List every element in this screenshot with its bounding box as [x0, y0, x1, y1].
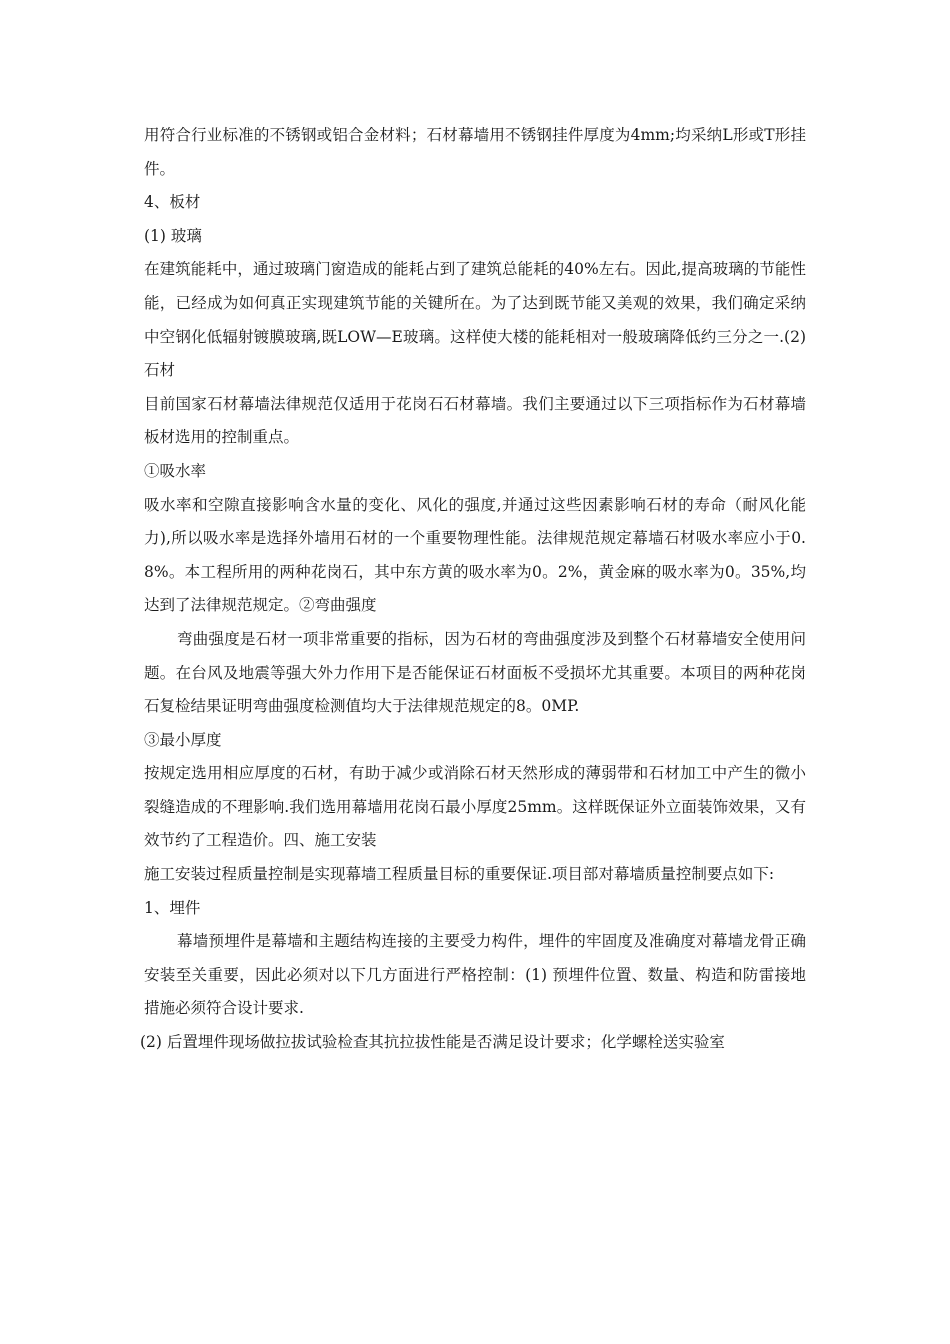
section-heading-panels: 4、板材 [144, 193, 201, 212]
subheading-min-thickness: ③最小厚度 [144, 730, 222, 749]
paragraph-post-installed-anchors: (2) 后置埋件现场做拉拔试验检查其抗拉拔性能是否满足设计要求；化学螺栓送实验室 [140, 1033, 725, 1052]
paragraph-stone-standard: 目前国家石材幕墙法律规范仅适用于花岗石石材幕墙。我们主要通过以下三项指标作为石材幕墙板材选用的控制重点。 [144, 394, 806, 447]
paragraph-stainless-fittings: 用符合行业标准的不锈钢或铝合金材料；石材幕墙用不锈钢挂件厚度为4mm;均采纳L形或T形挂件。 [144, 126, 806, 178]
paragraph-water-absorption: 吸水率和空隙直接影响含水量的变化、风化的强度,并通过这些因素影响石材的寿命（耐风化能力),所以吸水率是选择外墙用石材的一个重要物理性能。法律规范规定幕墙石材吸水率应小于0.8%。本工程所用的两种花岗石，其中东方黄的吸水率为0。2%，黄金麻的吸水率为0。35%,均达到了法律规范规定。②弯曲强度 [144, 495, 806, 615]
paragraph-bending-strength: 弯曲强度是石材一项非常重要的指标，因为石材的弯曲强度涉及到整个石材幕墙安全使用问题。在台风及地震等强大外力作用下是否能保证石材面板不受损坏尤其重要。本项目的两种花岗石复检结果证明弯曲强度检测值均大于法律规范规定的8。0MP. [144, 629, 806, 716]
paragraph-glass-energy: 在建筑能耗中，通过玻璃门窗造成的能耗占到了建筑总能耗的40%左右。因此,提高玻璃的节能性能，已经成为如何真正实现建筑节能的关键所在。为了达到既节能又美观的效果，我们确定采纳中空钢化低辐射镀膜玻璃,既LOW—E玻璃。这样使大楼的能耗相对一般玻璃降低约三分之一.(2) 石材 [144, 260, 806, 380]
section-heading-embedded-parts: 1、埋件 [144, 898, 201, 917]
subheading-water-absorption: ①吸水率 [144, 461, 207, 480]
paragraph-embedded-parts: 幕墙预埋件是幕墙和主题结构连接的主要受力构件，埋件的牢固度及准确度对幕墙龙骨正确安装至关重要，因此必须对以下几方面进行严格控制：(1) 预埋件位置、数量、构造和防雷接地措施必须符合设计要求. [144, 932, 806, 1018]
document-body [140, 119, 806, 1060]
paragraph-min-thickness: 按规定选用相应厚度的石材，有助于减少或消除石材天然形成的薄弱带和石材加工中产生的微小裂缝造成的不理影响.我们选用幕墙用花岗石最小厚度25mm。这样既保证外立面装饰效果，又有效节约了工程造价。四、施工安装 [144, 764, 806, 850]
paragraph-construction-quality: 施工安装过程质量控制是实现幕墙工程质量目标的重要保证.项目部对幕墙质量控制要点如下: [144, 865, 775, 884]
subheading-glass: (1) 玻璃 [144, 226, 202, 245]
